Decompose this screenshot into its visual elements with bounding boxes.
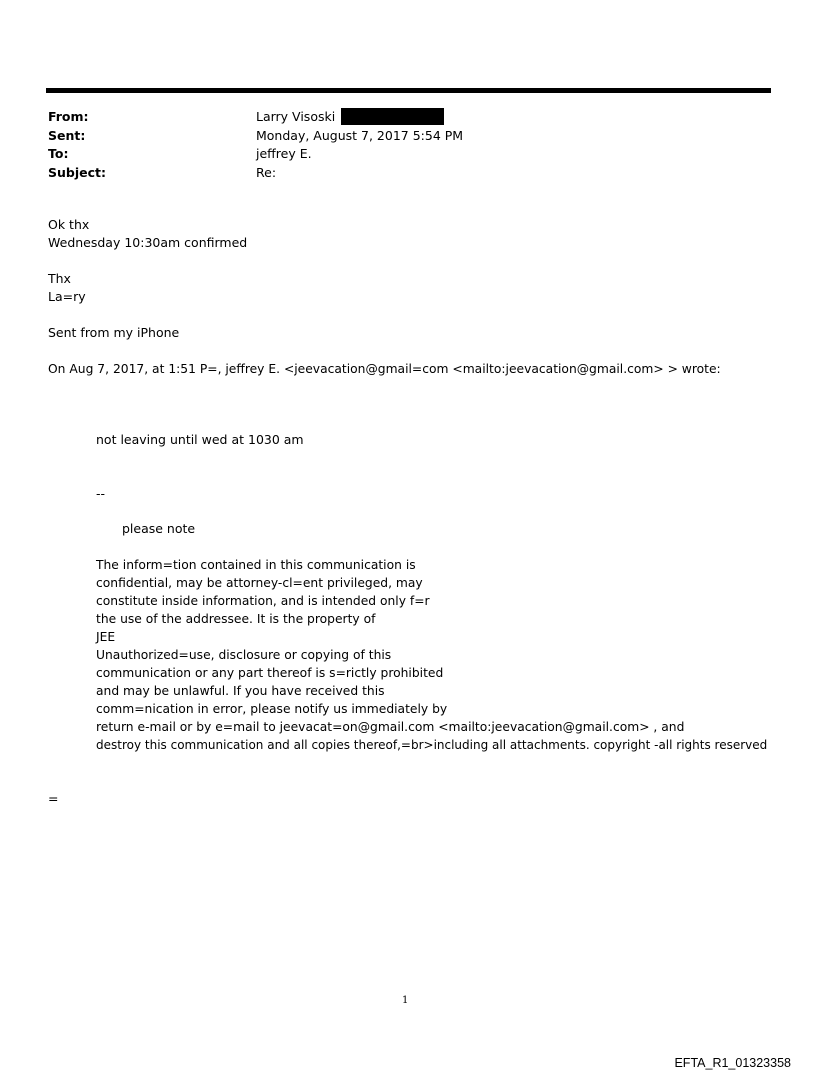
page-number: 1: [402, 995, 409, 1006]
sender-name: Larry Visoski: [256, 109, 336, 124]
body-line: La=ry: [48, 289, 86, 304]
subject-label: Subject:: [48, 164, 106, 180]
redaction-box: [341, 108, 444, 125]
disclaimer-line: comm=nication in error, please notify us immediately by: [96, 702, 448, 716]
sent-value: Monday, August 7, 2017 5:54 PM: [256, 127, 464, 143]
body-line: Wednesday 10:30am confirmed: [48, 235, 248, 250]
from-label: From:: [48, 109, 89, 124]
document-id: EFTA_R1_01323358: [674, 1056, 791, 1070]
disclaimer-line: Unauthorized=use, disclosure or copying of this: [96, 648, 392, 662]
sent-row: [48, 127, 463, 146]
disclaimer-line: confidential, may be attorney-cl=ent privileged, may: [96, 576, 423, 590]
trailing-char: =: [48, 791, 59, 806]
disclaimer-line: The inform=tion contained in this communication is: [96, 558, 416, 572]
body-line: Ok thx: [48, 217, 90, 232]
header-rule: [46, 88, 771, 93]
email-header: [48, 108, 463, 182]
body-line: Thx: [48, 271, 71, 286]
disclaimer-line: return e-mail or by e=mail to jeevacat=on@gmail.com <mailto:jeevacation@gmail.com> , and: [96, 720, 685, 734]
disclaimer-line: communication or any part thereof is s=rictly prohibited: [96, 666, 444, 680]
quoted-separator: --: [96, 486, 106, 501]
disclaimer-line: constitute inside information, and is intended only f=r: [96, 594, 430, 608]
from-value: [256, 108, 444, 127]
from-row: [48, 108, 463, 127]
to-label: To:: [48, 146, 69, 161]
quoted-note: please note: [122, 521, 196, 536]
sent-label: Sent:: [48, 127, 86, 143]
disclaimer-line: destroy this communication and all copies thereof,=br>including all attachments. copyright -all rights reserved: [96, 738, 768, 752]
quoted-message: not leaving until wed at 1030 am: [96, 432, 304, 447]
disclaimer-line: and may be unlawful. If you have received this: [96, 684, 385, 698]
to-value: jeffrey E.: [256, 146, 312, 161]
to-row: [48, 145, 463, 164]
disclaimer-line: the use of the addressee. It is the property of: [96, 612, 376, 626]
subject-value: Re:: [256, 164, 277, 180]
quote-header: On Aug 7, 2017, at 1:51 P=, jeffrey E. <jeevacation@gmail=com <mailto:jeevacation@gmail.com> > wrote:: [48, 362, 721, 376]
disclaimer: [96, 556, 767, 754]
disclaimer-line: JEE: [96, 630, 116, 644]
signature: Sent from my iPhone: [48, 325, 180, 340]
subject-row: [48, 164, 463, 183]
